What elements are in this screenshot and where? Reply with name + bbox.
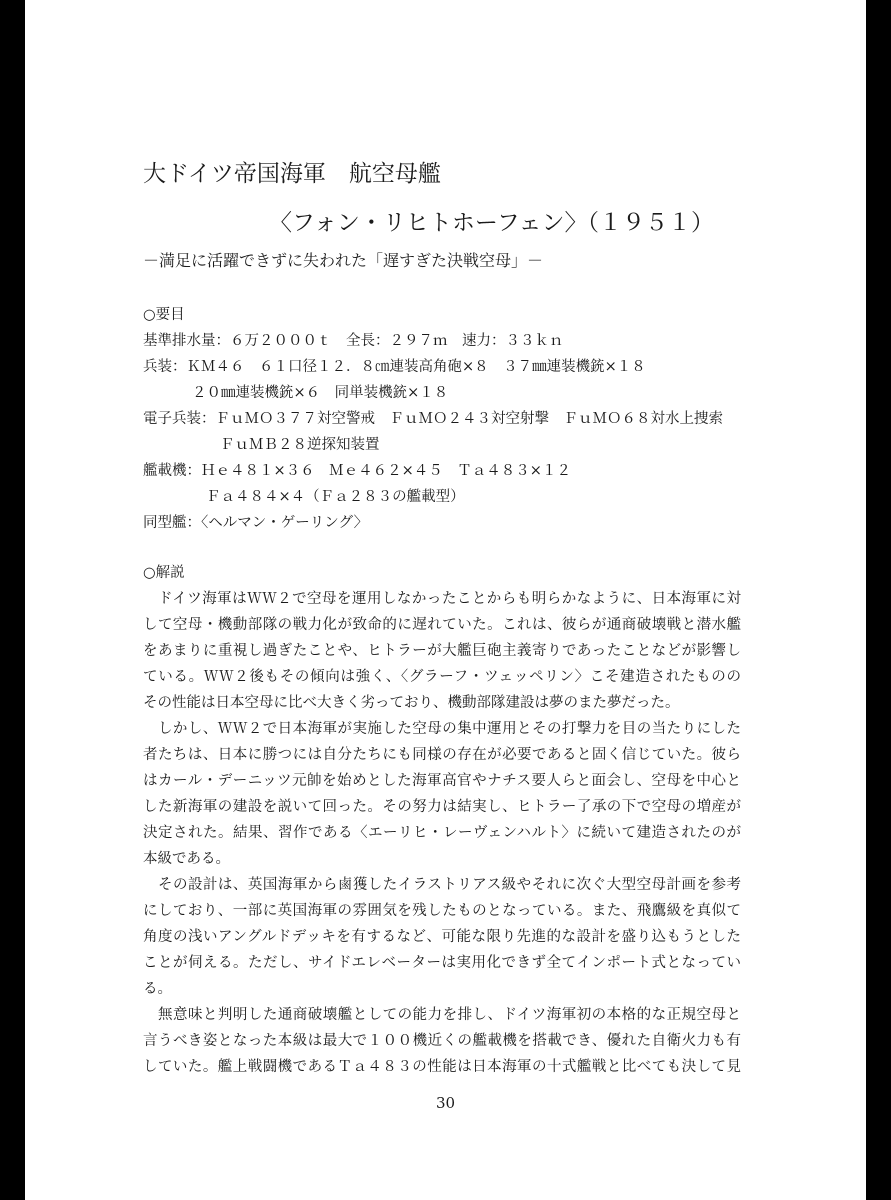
body-line: 決定された。結果、習作である〈エーリヒ・レーヴェンハルト〉に続いて建造されたのが xyxy=(143,825,741,841)
body-line: その性能は日本空母に比べ大きく劣っており、機動部隊建設は夢のまた夢だった。 xyxy=(143,695,680,711)
spec-line: 艦載機：Ｈｅ４８１×３６ Ｍｅ４６２×４５ Ｔａ４８３×１２ xyxy=(143,463,571,479)
body-line: 本級である。 xyxy=(143,851,230,867)
body-line: はカール・デーニッツ元帥を始めとした海軍高官やナチス要人らと面会し、空母を中心と xyxy=(143,773,741,789)
body-line: ことが伺える。ただし、サイドエレベーターは実用化できず全てインポート式となってい xyxy=(143,955,741,971)
spec-line: ２０㎜連装機銃×６ 同単装機銃×１８ xyxy=(192,385,449,401)
body-line: ドイツ海軍はＷＷ２で空母を運用しなかったことからも明らかなように、日本海軍に対 xyxy=(143,591,741,607)
specs-heading: ○要目 xyxy=(143,307,185,323)
spec-line: Ｆａ４８４×４（Ｆａ２８３の艦載型） xyxy=(206,489,465,505)
tagline: －満足に活躍できずに失われた「遅すぎた決戦空母」－ xyxy=(143,251,544,270)
body-line: 言うべき姿となった本級は最大で１００機近くの艦載機を搭載でき、優れた自衛火力も有 xyxy=(143,1033,741,1049)
body-line: ている。ＷＷ２後もその傾向は強く、〈グラーフ・ツェッペリン〉こそ建造されたものの xyxy=(143,669,741,685)
ship-name-heading: 〈フォン・リヒトホーフェン〉（１９５１） xyxy=(269,210,715,236)
document-title: 大ドイツ帝国海軍 航空母艦 xyxy=(143,161,441,187)
body-line: をあまりに重視し過ぎたことや、ヒトラーが大艦巨砲主義寄りであったことなどが影響し xyxy=(143,643,741,659)
body-line: 角度の浅いアングルドデッキを有するなど、可能な限り先進的な設計を盛り込もうとした xyxy=(143,929,741,945)
body-line: にしており、一部に英国海軍の雰囲気を残したものとなっている。また、飛鷹級を真似て xyxy=(143,903,741,919)
spec-line: 基準排水量：６万２０００ｔ 全長：２９７ｍ 速力：３３ｋｎ xyxy=(143,333,564,349)
commentary-heading: ○解説 xyxy=(143,565,185,581)
spec-line: ＦｕＭＢ２８逆探知装置 xyxy=(220,437,380,453)
body-line: その設計は、英国海軍から鹵獲したイラストリアス級やそれに次ぐ大型空母計画を参考 xyxy=(143,877,741,893)
spec-line: 同型艦：〈ヘルマン・ゲーリング〉 xyxy=(143,515,369,531)
body-line: した新海軍の建設を説いて回った。その努力は結実し、ヒトラー了承の下で空母の増産が xyxy=(143,799,741,815)
document-page xyxy=(25,0,866,1200)
body-line: して空母・機動部隊の戦力化が致命的に遅れていた。これは、彼らが通商破壊戦と潜水艦 xyxy=(143,617,741,633)
body-line: 者たちは、日本に勝つには自分たちにも同様の存在が必要であると固く信じていた。彼ら xyxy=(143,747,741,763)
body-line: していた。艦上戦闘機であるＴａ４８３の性能は日本海軍の十式艦戦と比べても決して見 xyxy=(143,1059,741,1075)
spec-line: 電子兵装：ＦｕＭＯ３７７対空警戒 ＦｕＭＯ２４３対空射撃 ＦｕＭＯ６８対水上捜索 xyxy=(143,411,723,427)
spec-line: 兵装：ＫＭ４６ ６１口径１２．８㎝連装高角砲×８ ３７㎜連装機銃×１８ xyxy=(143,359,646,375)
body-line: 無意味と判明した通商破壊艦としての能力を排し、ドイツ海軍初の本格的な正規空母と xyxy=(143,1007,741,1023)
page-number: 30 xyxy=(435,1094,456,1112)
body-line: しかし、ＷＷ２で日本海軍が実施した空母の集中運用とその打撃力を目の当たりにした xyxy=(143,721,741,737)
body-line: る。 xyxy=(143,981,172,997)
